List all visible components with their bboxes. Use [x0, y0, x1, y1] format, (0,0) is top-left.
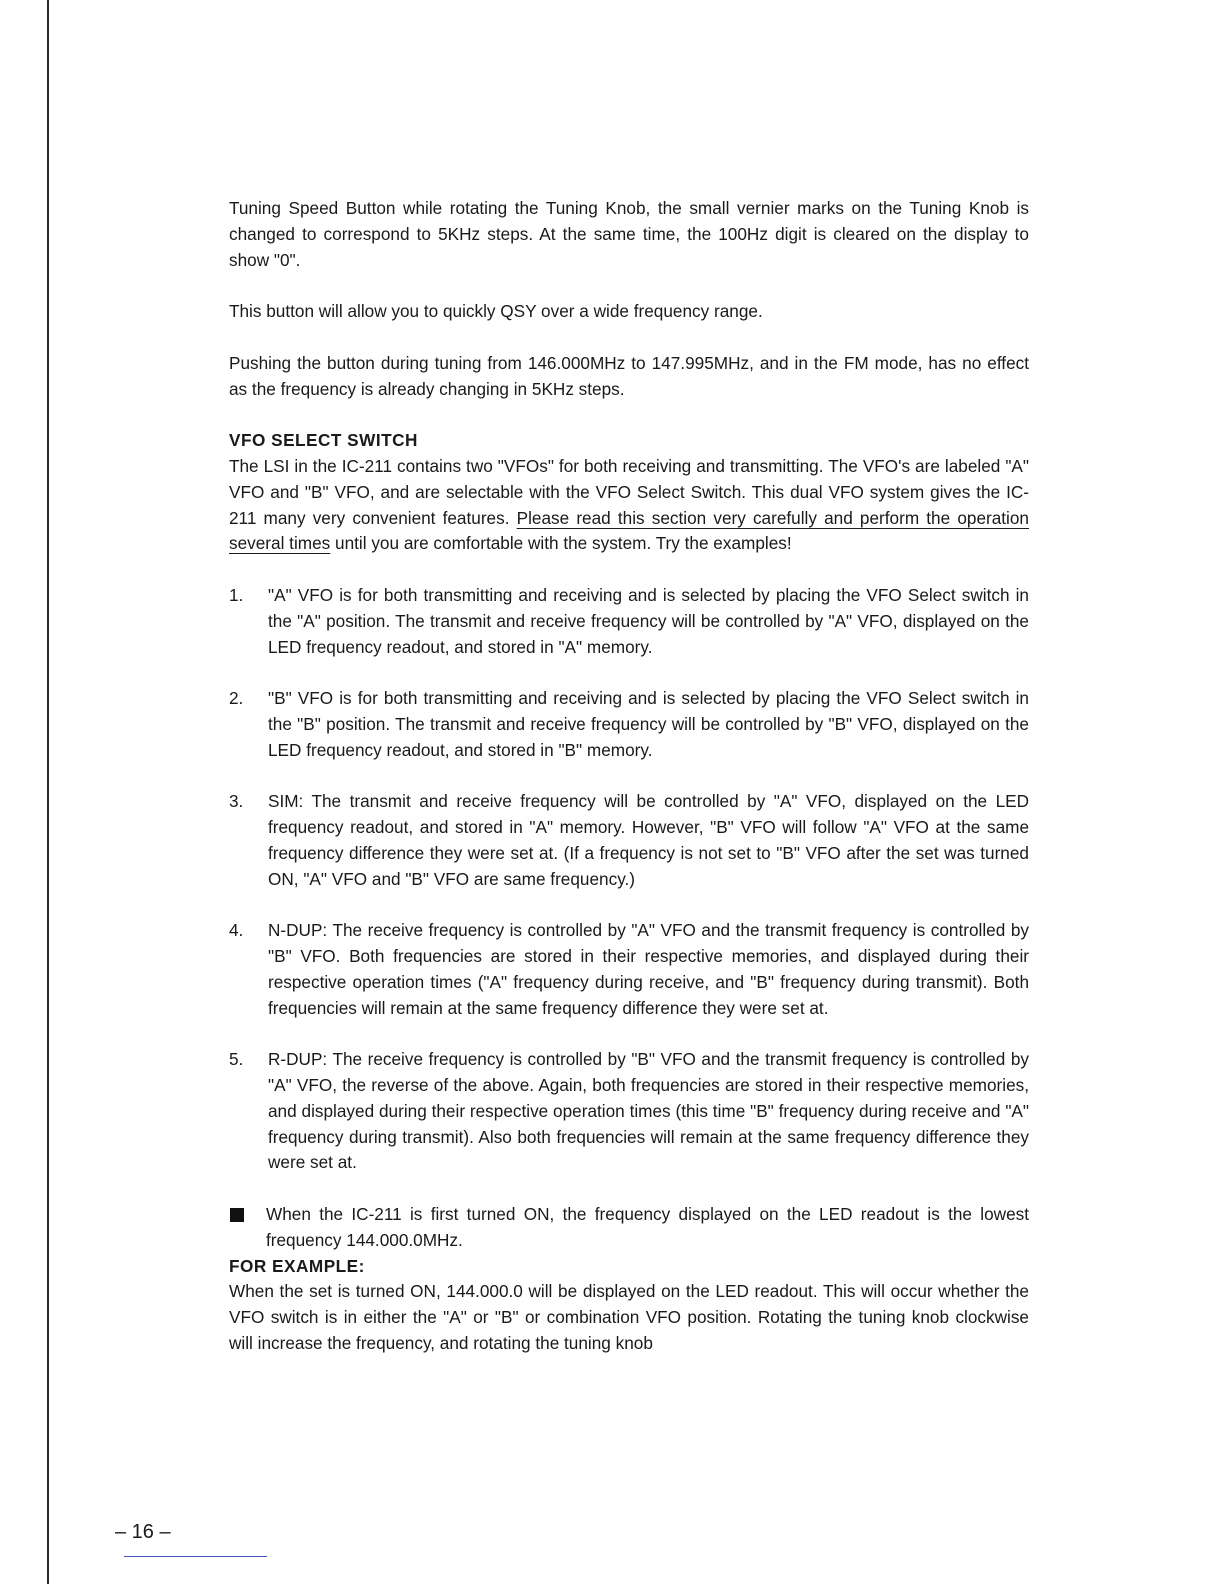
- vfo-section-body: [229, 454, 1029, 557]
- intro-paragraph-1: Tuning Speed Button while rotating the Tuning Knob, the small vernier marks on the Tuning Knob is changed to correspond to 5KHz steps. At the same time, the 100Hz digit is cleared on the display to show "0".: [229, 198, 1029, 270]
- vfo-mode-list: [229, 583, 1029, 1176]
- vfo-body-start: The LSI in the IC-211 contains two "VFOs" for both receiving and transmitting. The VFO's are labeled "A" VFO and "B" VFO, and are selectable with the VFO Select Switch. This dual VFO system gives the IC-211 many very convenient features.: [229, 455, 1029, 528]
- list-item-number: 1.: [229, 584, 244, 605]
- list-item: [229, 1047, 1029, 1176]
- vfo-body-end: until you are comfortable with the system. Try the examples!: [330, 533, 792, 554]
- list-item-text: "A" VFO is for both transmitting and receiving and is selected by placing the VFO Select switch in the "A" position. The transmit and receive frequency will be controlled by "A" VFO, displayed on the LED frequency readout, and stored in "A" memory.: [268, 584, 1029, 657]
- list-item-number: 4.: [229, 920, 244, 941]
- page-number: – 16 –: [115, 1521, 171, 1543]
- example-heading: FOR EXAMPLE:: [229, 1255, 365, 1276]
- footer-rule: [124, 1556, 267, 1557]
- page-content: [229, 196, 1029, 1357]
- startup-note: [229, 1202, 1029, 1254]
- intro-paragraph-3: Pushing the button during tuning from 146.000MHz to 147.995MHz, and in the FM mode, has no effect as the frequency is already changing in 5KHz steps.: [229, 352, 1029, 399]
- list-item: [229, 918, 1029, 1021]
- list-item-text: N-DUP: The receive frequency is controlled by "A" VFO and the transmit frequency is controlled by "B" VFO. Both frequencies are stored in their respective memories, and displayed during their respective operation times ("A" frequency during receive, and "B" frequency during transmit). Both frequencies will remain at the same frequency difference they were set at.: [268, 920, 1029, 1018]
- list-item: [229, 789, 1029, 892]
- intro-paragraph-2: This button will allow you to quickly QSY over a wide frequency range.: [229, 301, 763, 322]
- list-item-number: 2.: [229, 688, 244, 709]
- startup-note-text: When the IC-211 is first turned ON, the frequency displayed on the LED readout is the lowest frequency 144.000.0MHz.: [266, 1204, 1029, 1250]
- list-item-text: SIM: The transmit and receive frequency will be controlled by "A" VFO, displayed on the LED frequency readout, and stored in "A" memory. However, "B" VFO will follow "A" VFO at the same frequency difference they were set at. (If a frequency is not set to "B" VFO after the set was turned ON, "A" VFO and "B" VFO are same frequency.): [268, 791, 1029, 889]
- binding-line: [47, 0, 49, 1584]
- vfo-section-heading: VFO SELECT SWITCH: [229, 430, 418, 451]
- example-text: When the set is turned ON, 144.000.0 will be displayed on the LED readout. This will occur whether the VFO switch is in either the "A" or "B" or combination VFO position. Rotating the tuning knob clockwise will increase the frequency, and rotating the tuning knob: [229, 1281, 1029, 1354]
- list-item-number: 3.: [229, 791, 244, 812]
- list-item: [229, 583, 1029, 660]
- list-item-text: R-DUP: The receive frequency is controlled by "B" VFO and the transmit frequency is controlled by "A" VFO, the reverse of the above. Again, both frequencies are stored in their respective memories, and displayed during their respective operation times (this time "B" frequency during receive and "A" frequency during transmit). Also both frequencies will remain at the same frequency difference they were set at.: [268, 1049, 1029, 1173]
- square-bullet-icon: [230, 1208, 244, 1222]
- vfo-body-underlined: Please read this section very carefully and perform the operation several times: [229, 507, 1029, 554]
- list-item-text: "B" VFO is for both transmitting and receiving and is selected by placing the VFO Select switch in the "B" position. The transmit and receive frequency will be controlled by "B" VFO, displayed on the LED frequency readout, and stored in "B" memory.: [268, 688, 1029, 760]
- list-item: [229, 686, 1029, 763]
- list-item-number: 5.: [229, 1049, 244, 1070]
